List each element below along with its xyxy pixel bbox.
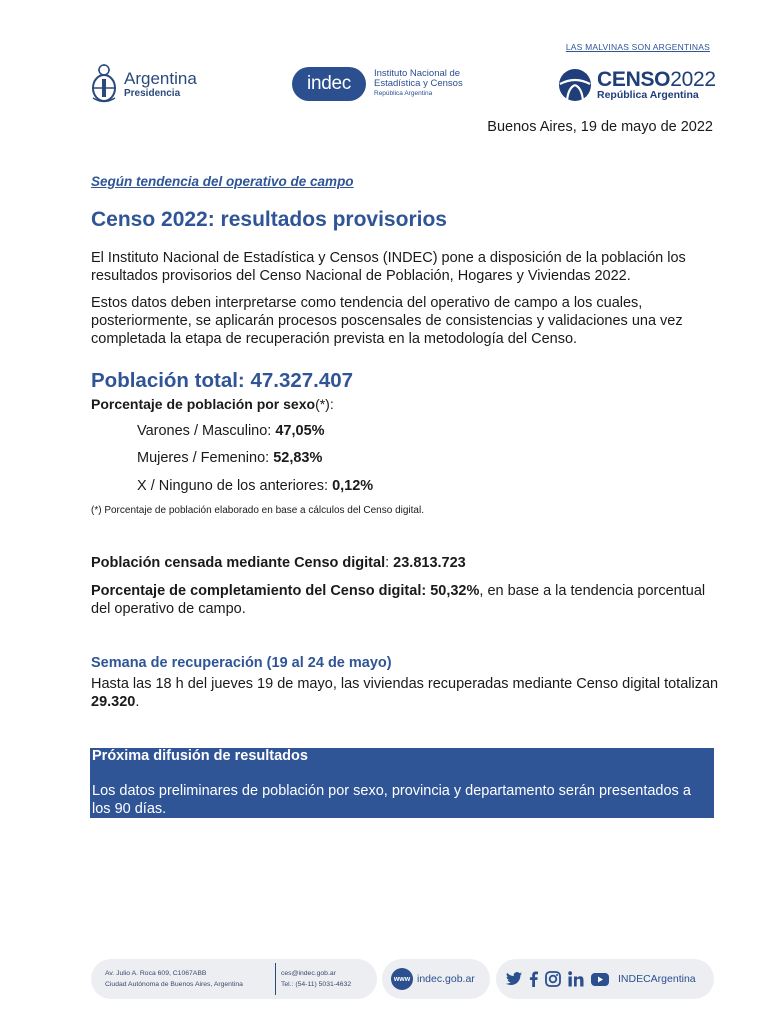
footer-website-text: indec.gob.ar: [417, 973, 475, 985]
population-total-heading: Población total: 47.327.407: [91, 369, 354, 392]
footer-email-link[interactable]: ces@indec.gob.ar: [281, 970, 336, 977]
footer-website-link[interactable]: [382, 959, 490, 999]
sex-item-femenino: Mujeres / Femenino: 52,83%: [137, 450, 323, 466]
youtube-icon[interactable]: [591, 973, 609, 986]
intro-paragraph: El Instituto Nacional de Estadística y Censos (INDEC) pone a disposición de la población los resultados provisorios del Censo Nacional de Población, Hogares y Viviendas 2022.: [91, 250, 686, 284]
indec-line-1: Instituto Nacional de: [374, 68, 461, 79]
next-release-title: Próxima difusión de resultados: [92, 748, 308, 764]
footer-divider: [275, 963, 276, 995]
next-release-text: Los datos preliminares de población por sexo, provincia y departamento serán presentados a los 90 días.: [92, 783, 691, 817]
sex-item-x: X / Ninguno de los anteriores: 0,12%: [137, 478, 374, 494]
sex-item-masculino: Varones / Masculino: 47,05%: [137, 423, 325, 439]
instagram-icon[interactable]: [545, 971, 561, 987]
page-title: Censo 2022: resultados provisorios: [91, 208, 447, 231]
footnote: (*) Porcentaje de población elaborado en base a cálculos del Censo digital.: [91, 505, 424, 516]
footer-contact-pill: [91, 959, 377, 999]
next-release-box: [90, 748, 714, 818]
malvinas-link[interactable]: LAS MALVINAS SON ARGENTINAS: [565, 42, 710, 52]
indec-line-2: Estadística y Censos: [374, 78, 463, 89]
footer-phone: Tel.: (54-11) 5031-4632: [281, 981, 352, 988]
censo-subtitle: República Argentina: [597, 88, 699, 101]
facebook-icon[interactable]: [529, 971, 538, 987]
footer-social-pill: [496, 959, 714, 999]
censo-2022-logo: [558, 68, 716, 102]
population-by-sex-title: Porcentaje de población por sexo(*):: [91, 396, 334, 412]
twitter-icon[interactable]: [506, 972, 522, 986]
presidencia-label: Presidencia: [124, 87, 181, 99]
argentina-presidencia-logo: [90, 64, 197, 104]
recovery-week-text: Hasta las 18 h del jueves 19 de mayo, las viviendas recuperadas mediante Censo digital totalizan 29.320.: [91, 676, 719, 710]
www-icon: www: [391, 968, 413, 990]
censo-title: CENSO2022: [597, 67, 716, 91]
coat-of-arms-icon: [90, 64, 118, 104]
interpretation-paragraph: Estos datos deben interpretarse como tendencia del operativo de campo a los cuales, posteriormente, se aplicarán procesos poscensales de consistencias y validaciones una vez completada la etapa de recuperación prevista en la metodología del Censo.: [91, 295, 683, 347]
document-date: Buenos Aires, 19 de mayo de 2022: [487, 119, 713, 135]
footer-address-line-2: Ciudad Autónoma de Buenos Aires, Argentina: [105, 981, 243, 988]
indec-logo-text: [374, 69, 463, 99]
digital-census-population: Población censada mediante Censo digital: 23.813.723: [91, 555, 466, 571]
footer-address-line-1: Av. Julio A. Roca 609, C1067ABB: [105, 970, 207, 977]
indec-logo-pill: indec: [292, 67, 366, 101]
argentina-name: Argentina: [124, 68, 197, 88]
censo-emblem-icon: [558, 68, 592, 102]
social-handle[interactable]: INDECArgentina: [618, 973, 696, 985]
indec-logo: [292, 67, 463, 101]
linkedin-icon[interactable]: [568, 971, 584, 987]
digital-census-completion: Porcentaje de completamiento del Censo digital: 50,32%, en base a la tendencia porcentual del operativo de campo.: [91, 583, 706, 617]
indec-line-3: República Argentina: [374, 90, 433, 97]
section-tagline: Según tendencia del operativo de campo: [91, 174, 354, 189]
recovery-week-title: Semana de recuperación (19 al 24 de mayo): [91, 655, 392, 671]
